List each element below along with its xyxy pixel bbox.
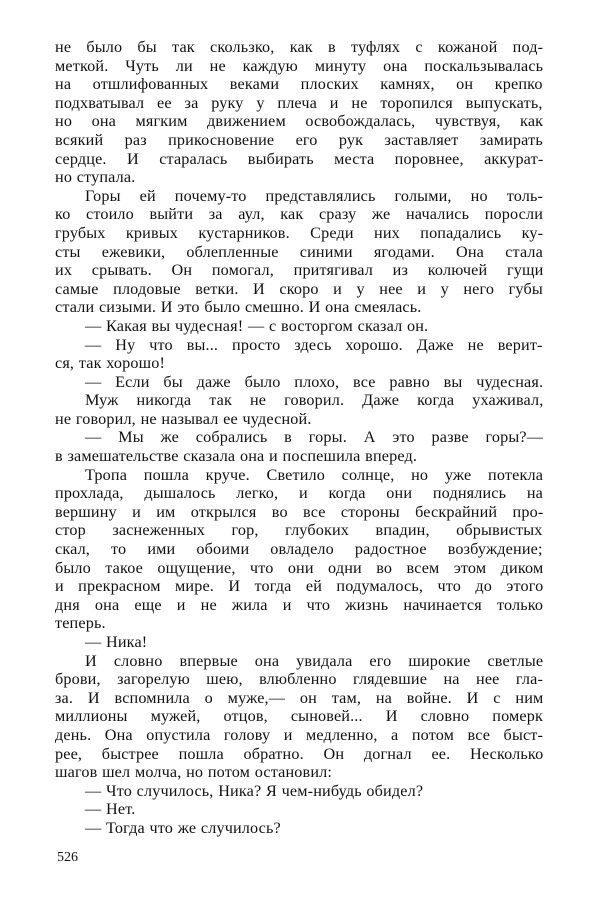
text-line: — Мы же собрались в горы. А это разве горы?— [85,428,544,447]
text-line: Муж никогда так не говорил. Даже когда ухаживал, [85,391,544,410]
text-line: всякий раз прикосновение его рук заставляет замирать [55,130,543,149]
text-line: самые плодовые ветки. И скоро и у нее и у него губы [55,279,543,298]
text-line: вершину и им открылся во все стороны бескрайний про- [55,502,544,521]
text-line: стали сизыми. И это было смешно. И она смеялась. [55,298,422,317]
text-line: И словно впервые она увидала его широкие светлые [85,651,544,670]
page-number: 526 [57,850,78,865]
text-line: брови, загорелую шею, влюбленно глядевшие на нее гла- [55,670,543,689]
text-line: ко стоило выйти за аул, как сразу же начались поросли [55,205,544,224]
text-line: прохлада, дышалось легко, и когда они поднялись на [55,484,543,503]
text-line: не было бы так скользко, как в туфлях с кожаной под- [55,38,544,56]
text-line: не говорил, не называл ее чудесной. [55,409,312,428]
text-line: Горы ей почему-то представлялись голыми, но толь- [85,186,544,205]
text-line: в замешательстве сказала она и поспешила вперед. [55,447,418,466]
text-line: сердце. И старалась выбирать места поровнее, аккурат- [55,149,544,168]
text-line: на отшлифованных веками плоских камнях, он крепко [55,75,543,94]
text-line: день. Она опустила голову и медленно, а потом все быст- [55,725,544,744]
text-line: — Какая вы чудесная! — с восторгом сказал он. [85,316,429,335]
text-line: рее, быстрее пошла обратно. Он догнал ее. Несколько [55,744,544,763]
text-line: меткой. Чуть ли не каждую минуту она поскальзывалась [55,56,544,75]
text-line: но она мягким движением освобождалась, чувствуя, как [55,112,544,131]
text-line: сты ежевики, облепленные синими ягодами. Она стала [55,242,543,261]
text-line: было такое ощущение, что они одни во всем этом диком [55,558,544,577]
text-line: ся, так хорошо! [55,354,166,373]
text-line: теперь. [55,614,106,633]
text-line: но ступала. [55,168,136,187]
text-line: подхватывал ее за руку у плеча и не торопился выпускать, [55,93,543,112]
text-line: — Что случилось, Ника? Я чем-нибудь обидел? [85,781,424,800]
book-page-text [55,38,543,838]
text-line: — Ну что вы... просто здесь хорошо. Даже не верит- [85,335,543,354]
text-line: — Ника! [85,633,148,651]
text-line: дня она еще и не жила и что жизнь начинается только [55,595,544,614]
text-line: — Если бы даже было плохо, все равно вы чудесная. [85,372,544,391]
text-line: шагов шел молча, но потом остановил: [55,763,333,782]
text-line: миллионы мужей, отцов, сыновей... И словно померк [55,707,544,726]
text-line: за. И вспомнила о муже,— он там, на войне. И с ним [55,688,544,707]
text-line: Тропа пошла круче. Светило солнце, но уже потекла [85,465,544,484]
text-line: их срывать. Он помогал, притягивал из колючей гущи [55,261,544,280]
text-line: и прекрасном мире. И тогда ей подумалось, что до этого [55,577,544,596]
text-line: — Тогда что же случилось? [85,818,281,837]
text-line: скал, то ими обоими овладело радостное возбуждение; [55,540,543,559]
text-line: грубых кривых кустарников. Среди них попадались ку- [55,223,544,242]
text-line: стор заснеженных гор, глубоких впадин, обрывистых [55,521,543,540]
text-line: — Нет. [85,800,136,819]
